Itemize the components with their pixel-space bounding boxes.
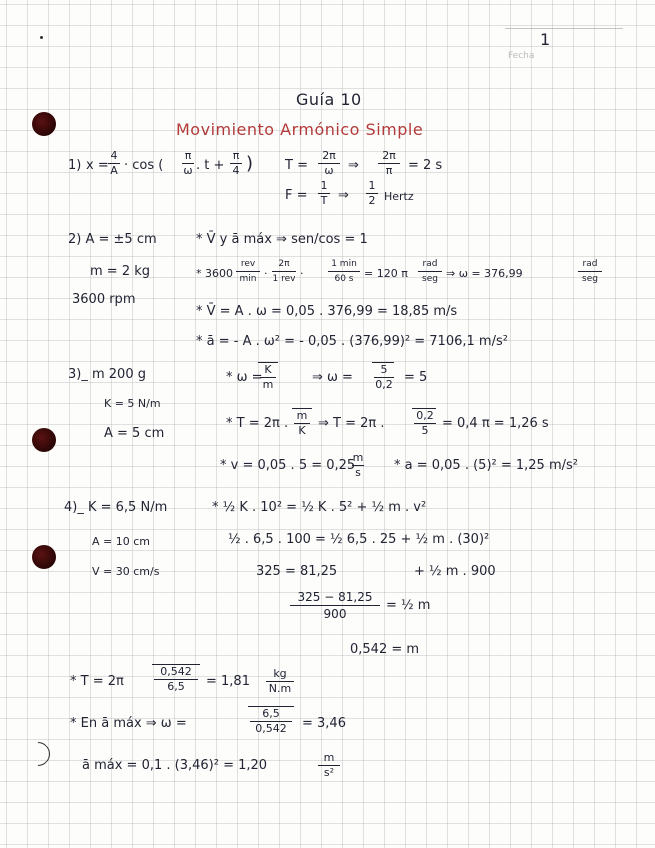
pen-mark bbox=[40, 36, 43, 39]
binder-hole-1 bbox=[32, 112, 56, 136]
p1-cos: · cos ( bbox=[124, 158, 164, 173]
p1-pi-omega-frac: π ω bbox=[183, 149, 193, 177]
p2-line4: * ā = - A . ω² = - 0,05 . (376,99)² = 7106,1 m/s² bbox=[196, 334, 508, 349]
p1-T-frac2: 2π π bbox=[378, 150, 400, 177]
p4-line3-a: 325 = 81,25 bbox=[256, 564, 338, 579]
p3-A: A = 5 cm bbox=[104, 426, 165, 441]
p1-close: ) bbox=[246, 153, 254, 174]
page-subtitle: Movimiento Armónico Simple bbox=[176, 120, 424, 139]
p2-line2-d: = 120 π bbox=[364, 267, 408, 280]
p4-w-frac: 6,5 0,542 bbox=[250, 708, 292, 735]
p3-w-frac2: 5 0,2 bbox=[375, 363, 393, 391]
p2-line2-b: · bbox=[264, 267, 268, 280]
p3-T-frac: m K bbox=[294, 410, 310, 437]
p4-w-line-a: * En ā máx ⇒ ω = bbox=[70, 716, 187, 731]
p1-F-eq: F = bbox=[285, 188, 308, 203]
p2-line2-frac1: rev min bbox=[236, 258, 260, 285]
p3-a-line: * a = 0,05 . (5)² = 1,25 m/s² bbox=[394, 458, 578, 473]
p2-line2-frac2: 2π 1 rev bbox=[272, 259, 296, 284]
p4-label: 4)_ K = 6,5 N/m bbox=[64, 500, 168, 515]
p3-T-frac2: 0,2 5 bbox=[414, 410, 436, 437]
p1-T-result: = 2 s bbox=[408, 158, 443, 173]
p2-rpm: 3600 rpm bbox=[72, 292, 136, 307]
p4-A: A = 10 cm bbox=[92, 535, 150, 548]
p3-T-eq: * T = 2π . bbox=[226, 416, 289, 431]
p4-line4-frac: 325 − 81,25 900 bbox=[290, 590, 380, 621]
page-number: 1 bbox=[540, 30, 551, 49]
p4-v: V = 30 cm/s bbox=[92, 565, 160, 578]
p4-line4-res: = ½ m bbox=[386, 598, 431, 613]
p3-T-mid: ⇒ T = 2π . bbox=[318, 416, 385, 431]
p1-amp-frac: 4 A bbox=[108, 150, 120, 177]
p2-line2-e: ⇒ ω = 376,99 bbox=[446, 267, 523, 280]
p1-eq: x = bbox=[86, 158, 109, 173]
p2-mass: m = 2 kg bbox=[90, 264, 151, 279]
binder-hole-2 bbox=[32, 428, 56, 452]
p1-arrow1: ⇒ bbox=[348, 158, 359, 173]
p2-line2-c: · bbox=[300, 267, 304, 280]
p4-line5: 0,542 = m bbox=[350, 642, 420, 657]
p4-line1: * ½ K . 10² = ½ K . 5² + ½ m . v² bbox=[212, 500, 427, 515]
p3-v-line: * v = 0,05 . 5 = 0,25 bbox=[220, 458, 356, 473]
p4-T-line-b: = 1,81 bbox=[206, 674, 250, 689]
p2-line1: * V̄ y ā máx ⇒ sen/cos = 1 bbox=[196, 232, 368, 247]
p4-line3-b: + ½ m . 900 bbox=[414, 564, 496, 579]
binder-hole-3 bbox=[32, 545, 56, 569]
p1-F-unit: Hertz bbox=[384, 190, 414, 203]
p3-k: K = 5 N/m bbox=[104, 397, 161, 410]
p1-arrow2: ⇒ bbox=[338, 188, 349, 203]
p2-line2-frac3: 1 min 60 s bbox=[328, 258, 360, 285]
p3-v-frac: m s bbox=[352, 451, 364, 479]
p3-w-frac: K m bbox=[260, 364, 276, 391]
p3-T-result: = 0,4 π = 1,26 s bbox=[442, 416, 549, 431]
p2-line2-a: * 3600 bbox=[196, 267, 233, 280]
p1-t-part: . t + bbox=[196, 158, 225, 173]
p1-T-frac1: 2π ω bbox=[318, 150, 340, 177]
p2-line2-frac5: rad seg bbox=[578, 258, 602, 285]
p1-F-frac2: 1 2 bbox=[366, 180, 378, 207]
p4-line2: ½ . 6,5 . 100 = ½ 6,5 . 25 + ½ m . (30)² bbox=[228, 532, 490, 547]
p4-T-frac: 0,542 6,5 bbox=[154, 666, 198, 693]
p4-w-line-b: = 3,46 bbox=[302, 716, 346, 731]
p1-pi-four-frac: π 4 bbox=[230, 150, 242, 177]
p3-w-eq: * ω = bbox=[226, 370, 263, 385]
p2-line3: * V̄ = A . ω = 0,05 . 376,99 = 18,85 m/s bbox=[196, 304, 458, 319]
p1-T-eq: T = bbox=[285, 158, 308, 173]
p2-line2-frac4: rad seg bbox=[418, 258, 442, 285]
p4-T-unit: kg N.m bbox=[266, 668, 294, 695]
binder-hole-outline bbox=[21, 737, 55, 771]
header-faint-label: Fecha bbox=[508, 51, 535, 61]
p4-T-line-a: * T = 2π bbox=[70, 674, 124, 689]
p4-a-line-a: ā máx = 0,1 . (3,46)² = 1,20 bbox=[82, 758, 268, 773]
p2-label: 2) A = ±5 cm bbox=[68, 232, 157, 247]
p3-label: 3)_ m 200 g bbox=[68, 367, 146, 382]
p3-w-result: = 5 bbox=[404, 370, 428, 385]
p1-F-frac1: 1 T bbox=[318, 180, 330, 207]
p4-a-unit: m s² bbox=[318, 752, 340, 779]
page-title: Guía 10 bbox=[296, 90, 362, 109]
p1-label: 1) bbox=[68, 158, 82, 173]
p3-w-mid: ⇒ ω = bbox=[312, 370, 353, 385]
